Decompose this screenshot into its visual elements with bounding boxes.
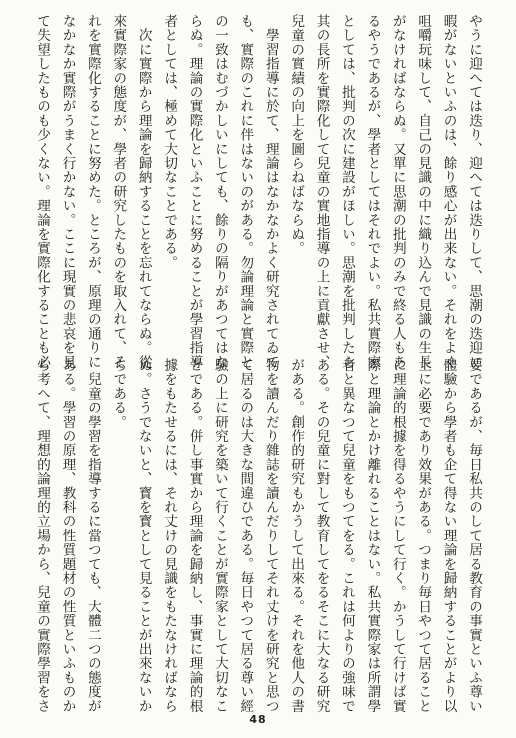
text-column: るやうであるが、學者としてはそれでよい。私共實際家 xyxy=(364,14,381,369)
text-column: て失望したものも少くない。理論を實際化することも必 xyxy=(34,14,51,369)
text-column: 暇がないといふのは、餘り感心が出来ない。それをよく xyxy=(440,14,457,369)
text-column: 物を讀んだり雜誌を讀んだりしてそれ丈けを研究と思つ xyxy=(262,358,279,713)
lower-text-block xyxy=(34,358,486,713)
text-column: 體驗から學者も企て得ない理論を歸納することがより以 xyxy=(440,358,457,713)
text-column: て居るのは大きな間違ひである。毎日やつて居る尊い經 xyxy=(237,358,254,713)
text-column: 驗の上に研究を築いて行くことが實際家として大切なこ xyxy=(211,358,228,713)
upper-text-block xyxy=(34,14,486,369)
text-column: に理論的根據を得るやうにして行く。かうして行けば實 xyxy=(389,358,406,713)
text-column: も、實際のこれに伴はないのがある。勿論理論と實際と xyxy=(237,14,254,369)
text-column: 據をもたせるには、それ丈けの見識をもたなければなら xyxy=(161,358,178,713)
text-column: 咀嚼玩味して、自己の見識の中に織り込んで見識の生長 xyxy=(415,14,432,369)
text-column: やうに迎へては迭り、迎へては迭りして、思潮の迭迎に xyxy=(466,14,482,369)
text-column: れを實際化することに努めた。ところが、原理の通りに xyxy=(84,14,101,369)
text-column: ぬ。さうでないと、寳を寳として見ることが出來ないか xyxy=(135,358,152,713)
text-column: としては、批判の次に建設がほしい。思潮を批判したら xyxy=(338,14,355,369)
text-column: 兒童の學習を指導するに當つても、大體二つの態度が xyxy=(84,358,101,713)
text-column: 其の長所を實際化して兒童の實地指導の上に貢獻させ、 xyxy=(313,14,330,369)
text-column: 兒童の實績の向上を圖らねばならぬ。 xyxy=(288,14,305,256)
text-column: らである。 xyxy=(110,358,127,429)
text-column: 學習指導に於て、理論はなかなかよく研究されてゐて xyxy=(262,14,279,369)
text-column: 者としては、極めて大切なことである。 xyxy=(161,14,178,270)
text-column: とである。併し事實から理論を歸納し、事實に理論的根 xyxy=(186,358,203,713)
text-column: 來實際家の態度が、學者の研究したものを取入れて、そ xyxy=(110,14,127,369)
text-column: 要であるが、毎日私共のして居る教育の事實といふ尊い xyxy=(466,358,482,713)
text-column: がなければならぬ。又單に思潮の批判のみで終る人もあ xyxy=(389,14,406,369)
text-column: 者と異なつて兒童をもつてをる。これは何よりの強味で xyxy=(338,358,355,713)
text-column: ある。學習の原理、教科の性質題材の性質といふものか xyxy=(59,358,76,713)
page-number: 48 xyxy=(249,713,267,726)
text-column: がある。創作的研究もかうして出來る。それを他人の書 xyxy=(288,358,305,713)
text-column: なかなか實際がうまく行かない。ここに現實の悲哀を見 xyxy=(59,14,76,369)
text-column: ら考へて、理想的論理的立場から、兒童の實際學習をさ xyxy=(34,358,51,713)
text-column: の一致はむづかしいにしても、餘りの隔りがあつてはな xyxy=(211,14,228,369)
text-column: 際と理論とかけ離れることはない。私共實際家は所謂學 xyxy=(364,358,381,713)
text-column: らぬ。理論の實際化といふことに努めることが學習指導 xyxy=(186,14,203,369)
text-column: 上に必要であり效果がある。つまり毎日やつて居ること xyxy=(415,358,432,713)
text-column: 次に實際から理論を歸納することを忘れてならぬ。從 xyxy=(135,14,152,369)
text-column: ある。その兒童に對して教育してをるそこに大なる研究 xyxy=(313,358,330,713)
